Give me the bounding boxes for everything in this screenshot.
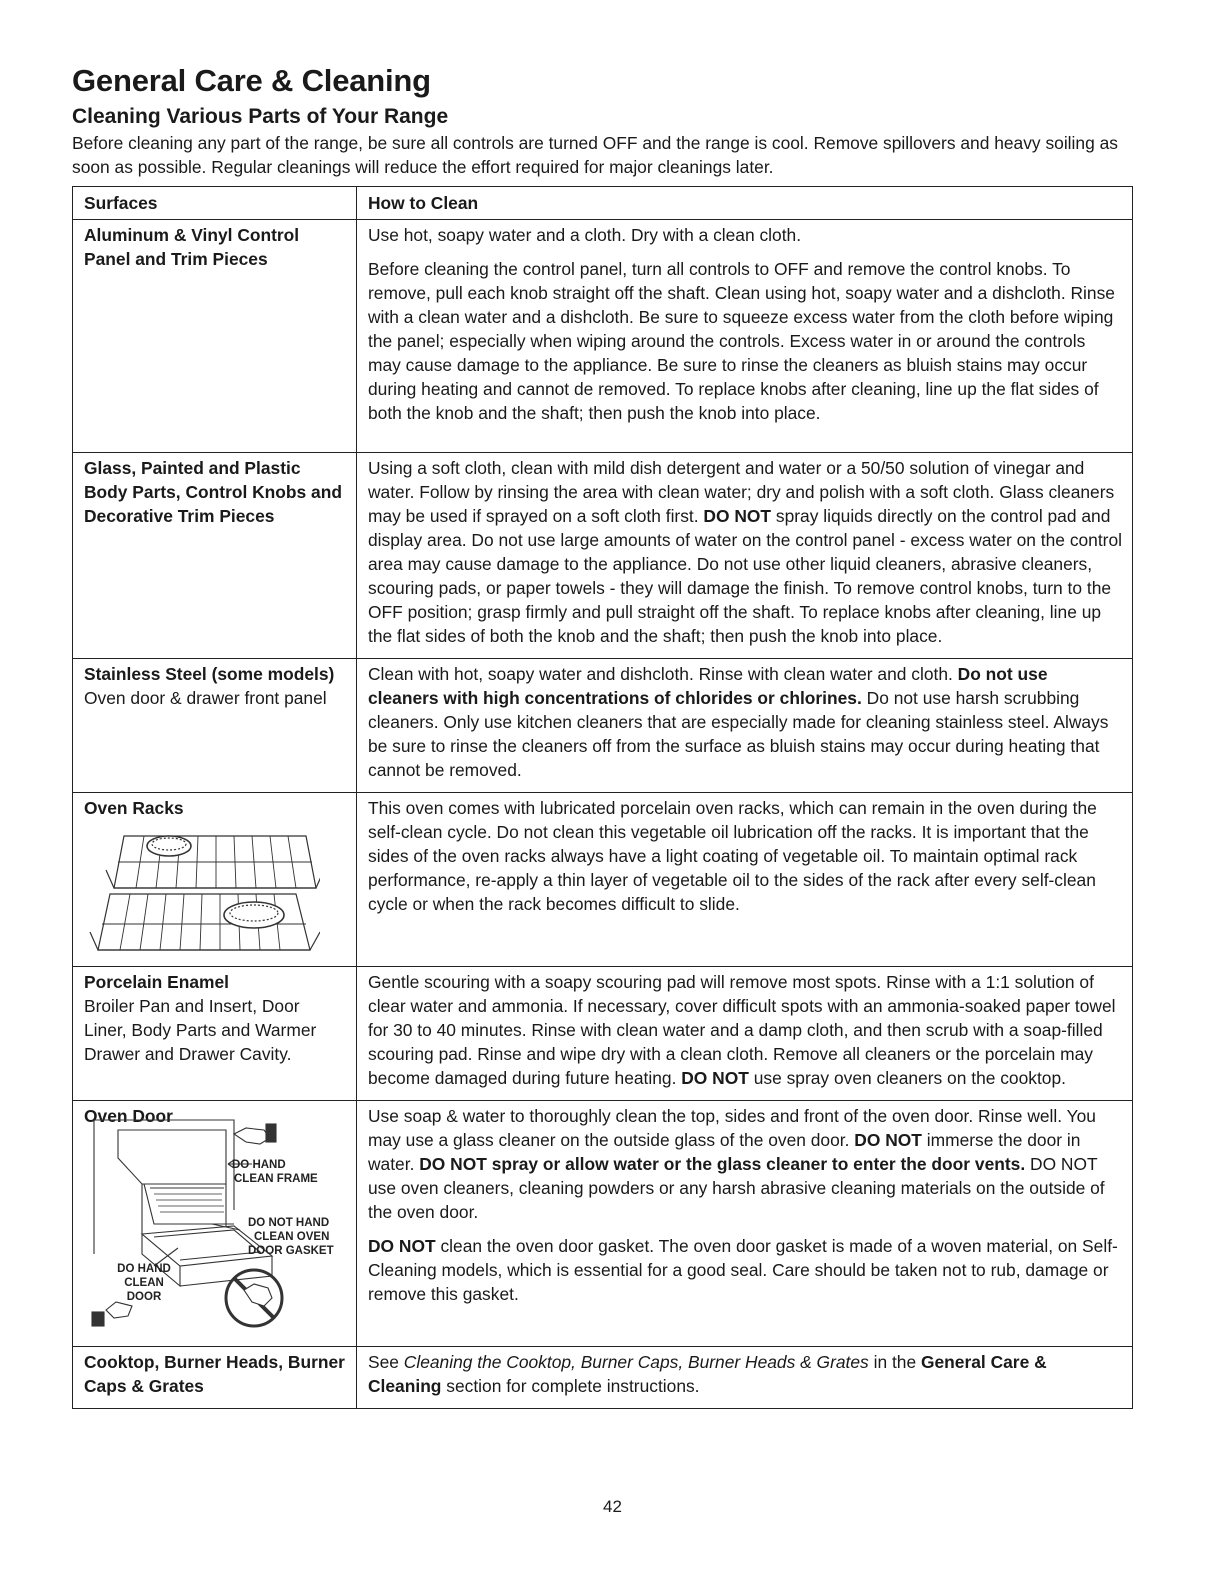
instruction-paragraph (368, 456, 1122, 648)
instruction-text: spray liquids directly on the control pad and display area. Do not use large amounts of water on the control panel - excess water on the control area may cause damage to the appliance. Do not use other liquid cleaners, abrasive cleaners, scouring pads, or paper towels - they will damage the finish. To remove control knobs, turn to the OFF position; grasp firmly and pull straight off the shaft. To replace knobs after cleaning, line up the flat sides of both the knob and the shaft; then push the knob into place. (368, 506, 1123, 646)
table-row (73, 967, 1133, 1101)
label-do-hand: DO HAND (117, 1263, 171, 1275)
label-clean-frame: CLEAN FRAME (234, 1173, 318, 1185)
page-content (72, 62, 1132, 1409)
surface-detail: Oven door & drawer front panel (84, 688, 327, 708)
label-do-hand-clean-frame: DO HAND (232, 1159, 286, 1171)
instruction-text: Gentle scouring with a soapy scouring pad will remove most spots. Rinse with a 1:1 solution of clear water and ammonia. If necessary, cover difficult spots with an ammonia-soaked paper towel for 30 to 40 minutes. Rinse with clean water and a damp cloth, and then scrub with a soap-filled scouring pad. Rinse and wipe dry with a clean cloth. Remove all cleaners or the porcelain may become damaged during future heating. (368, 972, 1116, 1088)
table-row (73, 659, 1133, 793)
instruction-text: use spray oven cleaners on the cooktop. (748, 1068, 1066, 1088)
surface-cell (73, 1101, 357, 1347)
table-row (73, 1101, 1133, 1347)
instruction-text: Using a soft cloth, clean with mild dish detergent and water or a 50/50 solution of vinegar and water. Follow by rinsing the area with clean water; dry and polish with a soft cloth. Glass cleaners may be used if sprayed on a soft cloth first. (368, 458, 1115, 526)
instruction-warning: Do not use cleaners with high concentrations of chlorides or chlorines. (368, 664, 1048, 708)
instruction-section-name: General Care & Cleaning (368, 1352, 1047, 1396)
table-row (73, 220, 1133, 453)
surface-cell (73, 967, 357, 1101)
header-how-to-clean: How to Clean (357, 187, 1133, 220)
table-row (73, 793, 1133, 967)
how-to-clean-cell (357, 1101, 1133, 1347)
instruction-text: DO NOT use oven cleaners, cleaning powders or any harsh abrasive cleaning materials on the outside of the oven door. (368, 1154, 1105, 1222)
table-header-row (73, 187, 1133, 220)
how-to-clean-cell (357, 453, 1133, 659)
instruction-warning: DO NOT (681, 1068, 749, 1088)
page-title: General Care & Cleaning (72, 63, 431, 98)
instruction-reference: Cleaning the Cooktop, Burner Caps, Burner Heads & Grates (403, 1352, 869, 1372)
instruction-text: section for complete instructions. (441, 1376, 700, 1396)
instruction-text: Use soap & water to thoroughly clean the top, sides and front of the oven door. Rinse well. You may use a glass cleaner on the outside glass of the oven door. (368, 1106, 1096, 1150)
instruction-paragraph: This oven comes with lubricated porcelain oven racks, which can remain in the oven during the self-clean cycle. Do not clean this vegetable oil lubrication off the racks. It is important that the sides of the oven racks always have a light coating of vegetable oil. To maintain optimal rack performance, re-apply a thin layer of vegetable oil to the sides of the rack after every self-clean cycle or when the rack becomes difficult to slide. (368, 798, 1097, 914)
instruction-text: Do not use harsh scrubbing cleaners. Only use kitchen cleaners that are especially made for cleaning stainless steel. Always be sure to rinse the cleaners off from the surface as bluish stains may occur during heating that cannot be removed. (368, 688, 1109, 780)
surface-name: Glass, Painted and Plastic Body Parts, Control Knobs and Decorative Trim Pieces (84, 458, 342, 526)
instruction-paragraph (368, 1104, 1122, 1224)
how-to-clean-cell (357, 967, 1133, 1101)
cleaning-table (72, 186, 1133, 1409)
oven-racks-illustration (84, 828, 320, 956)
surface-cell (73, 220, 357, 453)
surface-name: Cooktop, Burner Heads, Burner Caps & Grates (84, 1352, 345, 1396)
label-clean-oven: CLEAN OVEN (254, 1231, 330, 1243)
instruction-text: in the (868, 1352, 921, 1372)
instruction-paragraph: Use hot, soapy water and a cloth. Dry with a clean cloth. (368, 225, 802, 245)
surface-name: Stainless Steel (some models) (84, 664, 335, 684)
surface-cell (73, 793, 357, 967)
how-to-clean-cell (357, 220, 1133, 453)
surface-detail: Broiler Pan and Insert, Door Liner, Body Parts and Warmer Drawer and Drawer Cavity. (84, 996, 317, 1064)
surface-cell (73, 659, 357, 793)
instruction-paragraph (368, 970, 1122, 1090)
label-door-gasket: DOOR GASKET (248, 1245, 334, 1257)
label-clean: CLEAN (124, 1277, 164, 1289)
instruction-text: See (368, 1352, 404, 1372)
instruction-warning: DO NOT (854, 1130, 922, 1150)
how-to-clean-cell (357, 793, 1133, 967)
intro-paragraph: Before cleaning any part of the range, be sure all controls are turned OFF and the range is cool. Remove spillovers and heavy soiling as soon as possible. Regular cleanings will reduce the effort required for major cleanings later. (72, 133, 1118, 177)
surface-name: Oven Door (84, 1106, 173, 1126)
table-row (73, 453, 1133, 659)
instruction-warning: DO NOT spray or allow water or the glass cleaner to enter the door vents. (419, 1154, 1026, 1174)
surface-name: Aluminum & Vinyl Control Panel and Trim Pieces (84, 225, 300, 269)
surface-name: Oven Racks (84, 798, 184, 818)
table-row (73, 1347, 1133, 1409)
page-number: 42 (603, 1497, 622, 1516)
instruction-paragraph (368, 1234, 1122, 1306)
surface-cell (73, 1347, 357, 1409)
oven-door-illustration (84, 1114, 346, 1332)
instruction-text: clean the oven door gasket. The oven door gasket is made of a woven material, on Self-Cleaning models, which is essential for a good seal. Care should be taken not to rub, damage or remove this gasket. (368, 1236, 1118, 1304)
how-to-clean-cell (357, 659, 1133, 793)
instruction-warning: DO NOT (368, 1236, 436, 1256)
surface-cell (73, 453, 357, 659)
header-surfaces: Surfaces (73, 187, 357, 220)
instruction-warning: DO NOT (703, 506, 772, 526)
label-door: DOOR (126, 1291, 162, 1303)
instruction-text: immerse the door in water. (368, 1130, 1081, 1174)
instruction-paragraph: Before cleaning the control panel, turn all controls to OFF and remove the control knobs. To remove, pull each knob straight off the shaft. Clean using hot, soapy water and a dishcloth. Rinse with a clean water and a dishcloth. Be sure to squeeze excess water from the cloth before wiping the panel; especially when wiping around the controls. Excess water in or around the controls may cause damage to the appliance. Be sure to rinse the cleaners as bluish stains may occur during heating and cannot de removed. To replace knobs after cleaning, line up the flat sides of both the knob and the shaft; then push the knob into place. (368, 259, 1115, 423)
how-to-clean-cell (357, 1347, 1133, 1409)
instruction-text: Clean with hot, soapy water and dishcloth. Rinse with clean water and cloth. (368, 664, 958, 684)
section-subtitle: Cleaning Various Parts of Your Range (72, 105, 449, 128)
surface-name: Porcelain Enamel (84, 972, 229, 992)
instruction-paragraph (368, 662, 1122, 782)
instruction-paragraph (368, 1350, 1122, 1398)
label-do-not-hand-clean: DO NOT HAND (248, 1217, 330, 1229)
